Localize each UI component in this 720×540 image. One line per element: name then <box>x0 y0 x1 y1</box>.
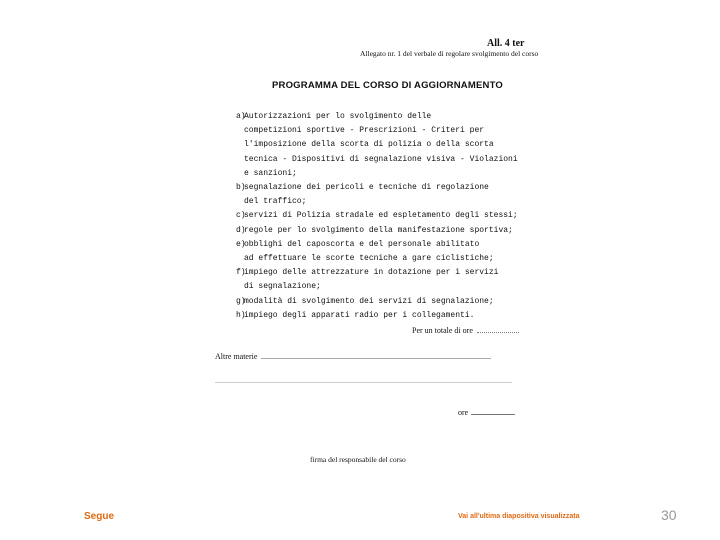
list-item-marker: c) <box>236 211 246 221</box>
list-item-line: competizioni sportive - Prescrizioni - Criteri per <box>244 126 485 136</box>
document-title: PROGRAMMA DEL CORSO DI AGGIORNAMENTO <box>272 80 503 91</box>
list-item <box>236 209 518 223</box>
list-item-marker: g) <box>236 296 246 306</box>
list-item-line: del traffico; <box>244 197 307 207</box>
list-item-line: impiego degli apparati radio per i collegamenti. <box>244 310 475 320</box>
other-subjects-row <box>215 352 491 361</box>
blank-line <box>215 382 512 383</box>
other-subjects-label: Altre materie <box>215 352 258 361</box>
list-item-line: obblighi del caposcorta e del personale abilitato <box>244 239 480 249</box>
list-item-line: di segnalazione; <box>244 282 321 292</box>
list-item-line: servizi di Polizia stradale ed espletamento degli stessi; <box>244 211 518 221</box>
list-item <box>236 295 518 309</box>
list-item-marker: a) <box>236 112 246 121</box>
list-item-line: e sanzioni; <box>244 168 297 178</box>
list-item-line: impiego delle attrezzature in dotazione per i servizi <box>244 268 499 278</box>
program-list <box>236 110 518 323</box>
total-hours-blank <box>477 332 519 333</box>
hours-blank <box>471 414 515 415</box>
list-item-line: ad effettuare le scorte tecniche a gare ciclistiche; <box>244 254 494 264</box>
hours-row <box>458 408 515 417</box>
list-item-line: modalità di svolgimento dei servizi di segnalazione; <box>244 296 494 306</box>
attachment-number: All. 4 ter <box>487 38 525 49</box>
list-item <box>236 224 518 238</box>
list-item-marker: d) <box>236 225 246 235</box>
list-item-marker: f) <box>236 268 246 278</box>
total-hours-row <box>412 326 519 335</box>
list-item-line: tecnica - Dispositivi di segnalazione visiva - Violazioni <box>244 154 518 164</box>
signature-label: firma del responsabile del corso <box>310 455 406 464</box>
list-item-marker: h) <box>236 310 246 320</box>
last-viewed-slide-link[interactable]: Vai all'ultima diapositiva visualizzata <box>458 513 580 520</box>
other-subjects-blank <box>261 358 491 359</box>
list-item-line: Autorizzazioni per lo svolgimento delle <box>244 112 432 121</box>
list-item-marker: b) <box>236 183 246 193</box>
list-item <box>236 309 518 323</box>
list-item-line: segnalazione dei pericoli e tecniche di regolazione <box>244 183 489 193</box>
list-item-marker: e) <box>236 239 246 249</box>
list-item <box>236 110 518 181</box>
list-item-line: regole per lo svolgimento della manifestazione sportiva; <box>244 225 513 235</box>
total-hours-label: Per un totale di ore <box>412 326 473 335</box>
hours-label: ore <box>458 408 469 417</box>
attachment-subtitle: Allegato nr. 1 del verbale di regolare svolgimento del corso <box>360 49 539 58</box>
list-item <box>236 181 518 209</box>
list-item <box>236 266 518 294</box>
next-slide-link[interactable]: Segue <box>84 511 115 522</box>
list-item-line: l'imposizione della scorta di polizia o della scorta <box>244 140 494 150</box>
list-item <box>236 238 518 266</box>
page-number: 30 <box>661 507 677 523</box>
